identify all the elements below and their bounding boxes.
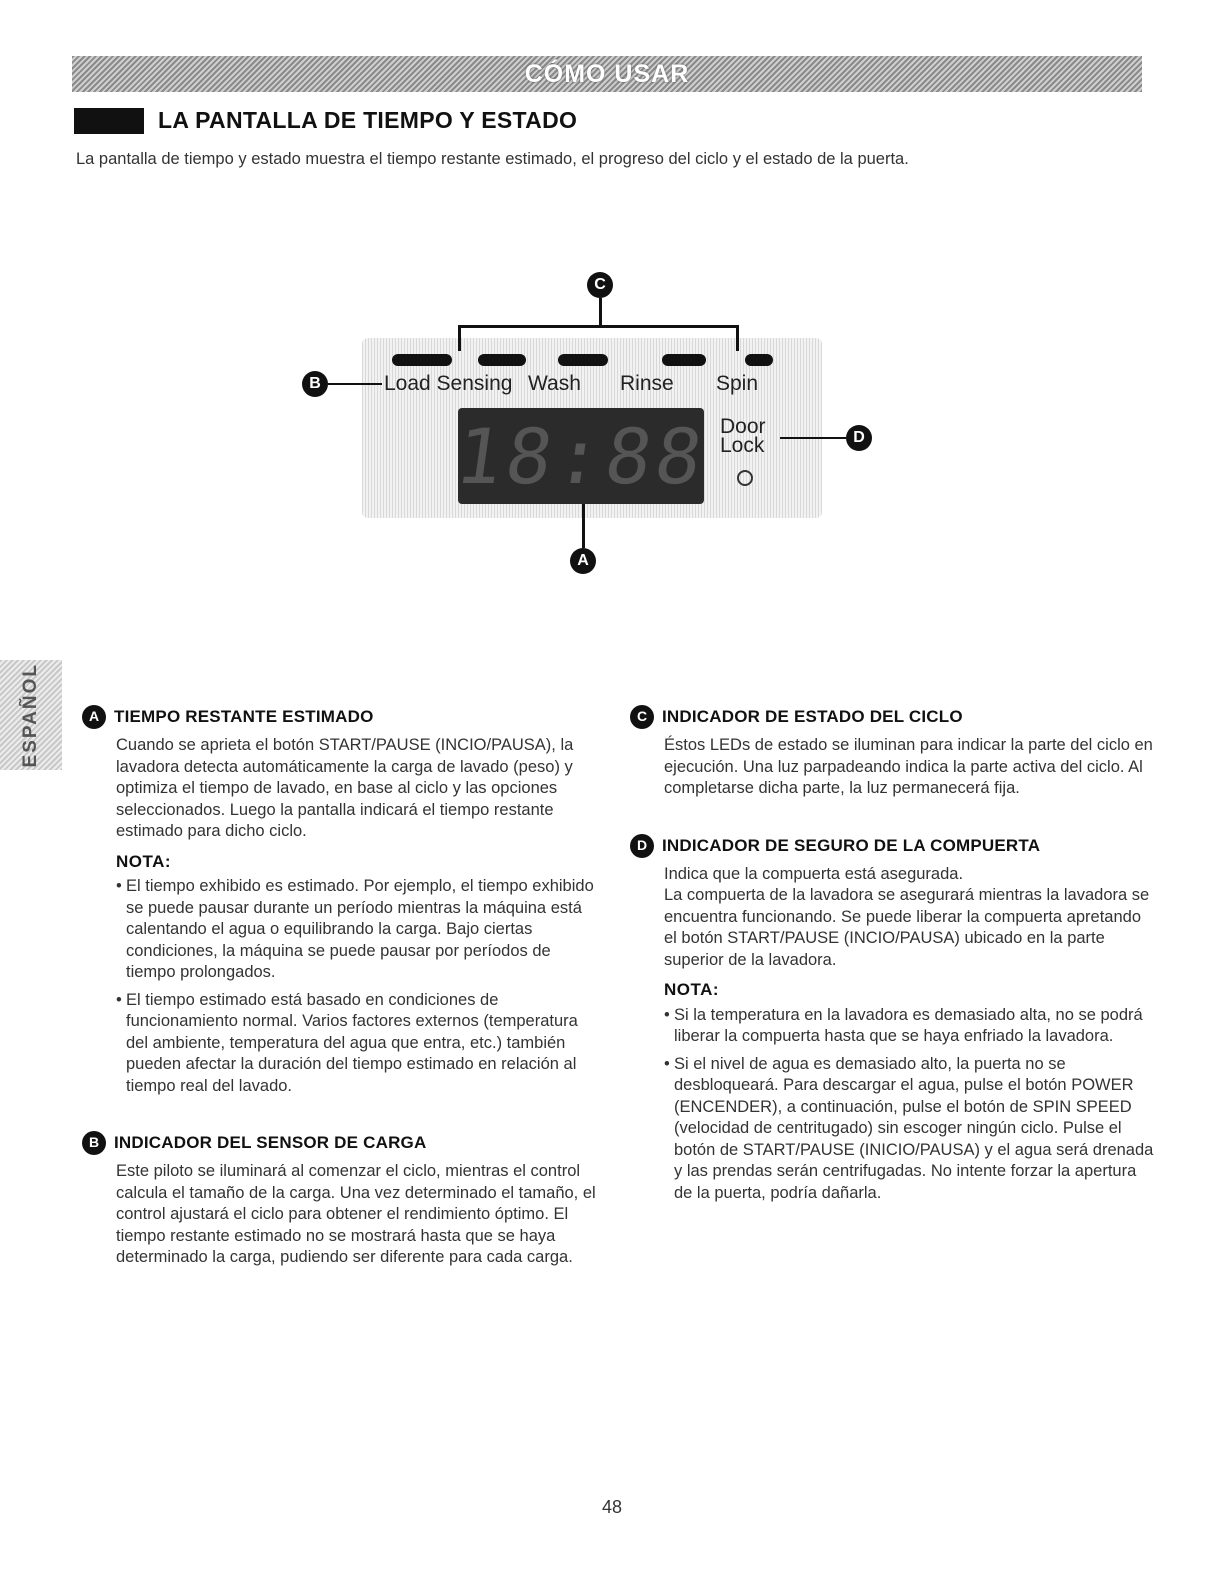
list-item: • Si el nivel de agua es demasiado alto, la puerta no se desbloqueará. Para descargar el agua, pulse el botón POWER (ENCENDER), a continuación, pulse el botón de SPIN SPEED (velocidad de centritugado) sin escoger ningún ciclo. Pulse el botón de START/PAUSE (INICIO/PAUSA) y el agua será drenada y las prendas serán centrifugadas. No intente forzar la apertura de la puerta, podría dañarla. xyxy=(664,1054,1155,1205)
item-b xyxy=(82,1131,602,1269)
left-column xyxy=(82,705,602,1269)
item-c-text: Éstos LEDs de estado se iluminan para indicar la parte del ciclo en ejecución. Una luz parpadeando indica la parte activa del ciclo. Al completarse dicha parte, la luz permanecerá fija. xyxy=(664,736,1153,797)
item-a-title: TIEMPO RESTANTE ESTIMADO xyxy=(114,707,374,727)
door-lock-led xyxy=(737,470,753,486)
callout-a: A xyxy=(570,548,596,574)
time-display-digits: 18:88 xyxy=(450,411,712,501)
leader-d xyxy=(780,437,846,439)
leader-c-bracket xyxy=(458,325,739,328)
led-rinse xyxy=(558,354,608,366)
right-column xyxy=(630,705,1155,1210)
language-tab xyxy=(0,660,62,770)
led-load-sensing xyxy=(392,354,452,366)
intro-text: La pantalla de tiempo y estado muestra el tiempo restante estimado, el progreso del ciclo y el estado de la puerta. xyxy=(76,150,909,168)
badge-b: B xyxy=(82,1131,106,1155)
section-heading xyxy=(74,107,577,134)
badge-c: C xyxy=(630,705,654,729)
label-wash: Wash xyxy=(528,372,581,395)
item-b-title: INDICADOR DEL SENSOR DE CARGA xyxy=(114,1133,427,1153)
item-a-nota: NOTA: xyxy=(116,851,172,871)
label-door: Door xyxy=(720,415,766,438)
callout-c: C xyxy=(587,272,613,298)
item-d xyxy=(630,834,1155,1205)
item-d-nota: NOTA: xyxy=(664,980,720,999)
display-diagram xyxy=(290,265,890,595)
leader-c-right xyxy=(736,325,739,351)
item-d-text-1: Indica que la compuerta está asegurada. xyxy=(664,864,964,883)
heading-bar xyxy=(74,108,144,134)
leader-c-left xyxy=(458,325,461,351)
led-spin xyxy=(662,354,706,366)
section-title: LA PANTALLA DE TIEMPO Y ESTADO xyxy=(158,107,578,133)
badge-a: A xyxy=(82,705,106,729)
leader-b xyxy=(328,383,382,385)
label-rinse: Rinse xyxy=(620,372,674,395)
leader-c-stem xyxy=(599,298,602,326)
page-number: 48 xyxy=(601,1497,623,1517)
item-b-text: Este piloto se iluminará al comenzar el ciclo, mientras el control calcula el tamaño de la carga. Una vez determinado el tamaño, el control ajustará el ciclo para obtener el rendimiento óptimo. El tiempo restante estimado no se mostrará hasta que se haya determinado la carga, pudiendo ser diferente para cada carga. xyxy=(116,1162,596,1266)
item-d-text-2: La compuerta de la lavadora se asegurará mientras la lavadora se encuentra funcionando. Se puede liberar la compuerta apretando el botón START/PAUSE (INCIO/PAUSA) ubicado en la parte superior de la lavadora. xyxy=(664,886,1150,969)
led-spin-end xyxy=(745,354,773,366)
list-item: • Si la temperatura en la lavadora es demasiado alta, no se podrá liberar la compuerta hasta que se haya enfriado la lavadora. xyxy=(664,1005,1155,1048)
led-wash xyxy=(478,354,526,366)
list-item: • El tiempo estimado está basado en condiciones de funcionamiento normal. Varios factores externos (temperatura del ambiente, temperatura del agua que entra, etc.) también pueden afectar la duración del tiempo estimado en relación al tiempo real del lavado. xyxy=(116,990,602,1098)
label-spin: Spin xyxy=(716,372,759,395)
item-a-bullets xyxy=(116,876,602,1097)
item-d-title: INDICADOR DE SEGURO DE LA COMPUERTA xyxy=(662,835,1041,855)
item-c-title: INDICADOR DE ESTADO DEL CICLO xyxy=(662,707,963,727)
item-a-text: Cuando se aprieta el botón START/PAUSE (INCIO/PAUSA), la lavadora detecta automáticamente la carga de lavado (peso) y optimiza el tiempo de lavado, en base al ciclo y las opciones seleccionados. Luego la pantalla indicará el tiempo restante estimado para dicho ciclo. xyxy=(116,736,574,840)
label-load-sensing: Load Sensing xyxy=(384,372,513,395)
callout-d: D xyxy=(846,425,872,451)
list-item: • El tiempo exhibido es estimado. Por ejemplo, el tiempo exhibido se puede pausar durante un período mientras la máquina está calentando el agua o equilibrando la carga. Bajo ciertas condiciones, la máquina se puede pausar por períodos de tiempo prolongados. xyxy=(116,876,602,984)
callout-b: B xyxy=(302,371,328,397)
item-d-bullets xyxy=(664,1005,1155,1205)
item-a xyxy=(82,705,602,1097)
language-tab-label: ESPAÑOL xyxy=(20,662,41,768)
item-c xyxy=(630,705,1155,800)
leader-a xyxy=(582,504,585,548)
badge-d: D xyxy=(630,834,654,858)
chapter-title: CÓMO USAR xyxy=(524,59,690,88)
label-lock: Lock xyxy=(720,434,765,457)
chapter-banner xyxy=(72,56,1142,92)
